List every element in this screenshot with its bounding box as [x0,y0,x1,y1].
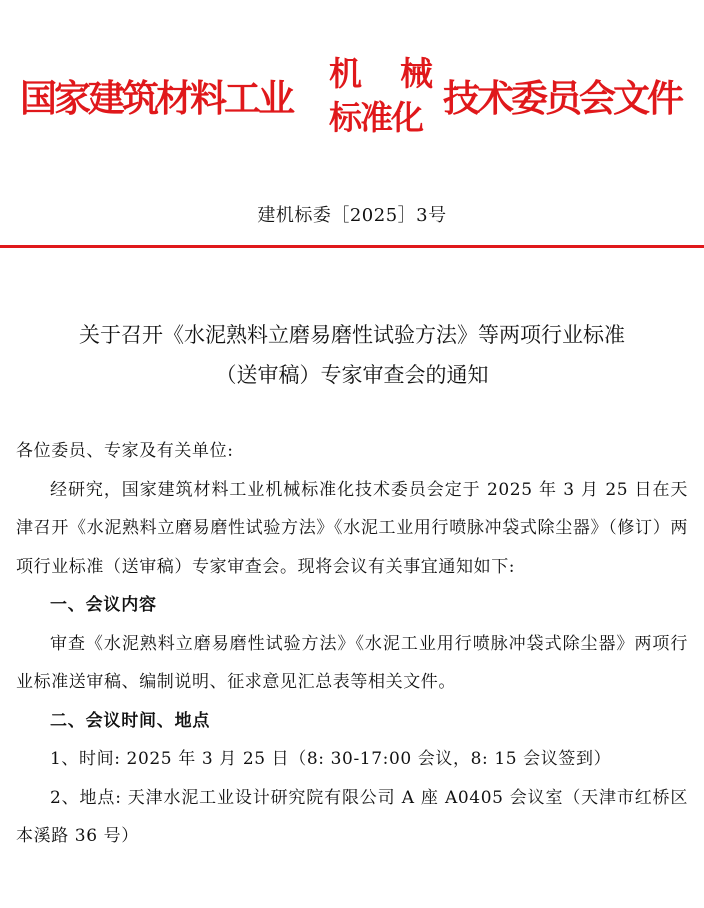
document-number: 建机标委［2025］3号 [257,205,447,226]
meeting-time-item: 1、时间: 2025 年 3 月 25 日（8: 30-17:00 会议，8: 15 会议签到） [50,749,612,769]
header-divider [0,245,704,248]
section-1-heading: 一、会议内容 [50,595,157,615]
section-2-heading: 二、会议时间、地点 [50,710,211,731]
notice-body [16,432,688,856]
document-header [0,52,704,144]
header-issuer-stacked [329,52,437,140]
header-stack-char-2: 械 [400,54,433,93]
notice-title-line-2: （送审稿）专家审查会的通知 [215,363,489,387]
salutation: 各位委员、专家及有关单位: [16,441,234,461]
header-stack-bottom: 标准化 [329,98,422,137]
section-1-paragraph: 审查《水泥熟料立磨易磨性试验方法》《水泥工业用行喷脉冲袋式除尘器》两项行业标准送审稿、编制说明、征求意见汇总表等相关文件。 [16,633,688,692]
header-stack-top [329,52,433,96]
notice-title [0,315,704,395]
header-issuer-right: 技术委员会文件 [443,77,681,120]
notice-title-line-1: 关于召开《水泥熟料立磨易磨性试验方法》等两项行业标准 [79,323,625,347]
header-stack-char-1: 机 [329,54,362,93]
meeting-place-item: 2、地点: 天津水泥工业设计研究院有限公司 A 座 A0405 会议室（天津市红桥区本溪路 36 号） [16,787,689,846]
header-issuer-left: 国家建筑材料工业 [20,77,292,120]
intro-paragraph: 经研究，国家建筑材料工业机械标准化技术委员会定于 2025 年 3 月 25 日在天津召开《水泥熟料立磨易磨性试验方法》《水泥工业用行喷脉冲袋式除尘器》（修订）两项行业标准（送审稿）专家审查会。现将会议有关事宜通知如下: [16,479,688,577]
